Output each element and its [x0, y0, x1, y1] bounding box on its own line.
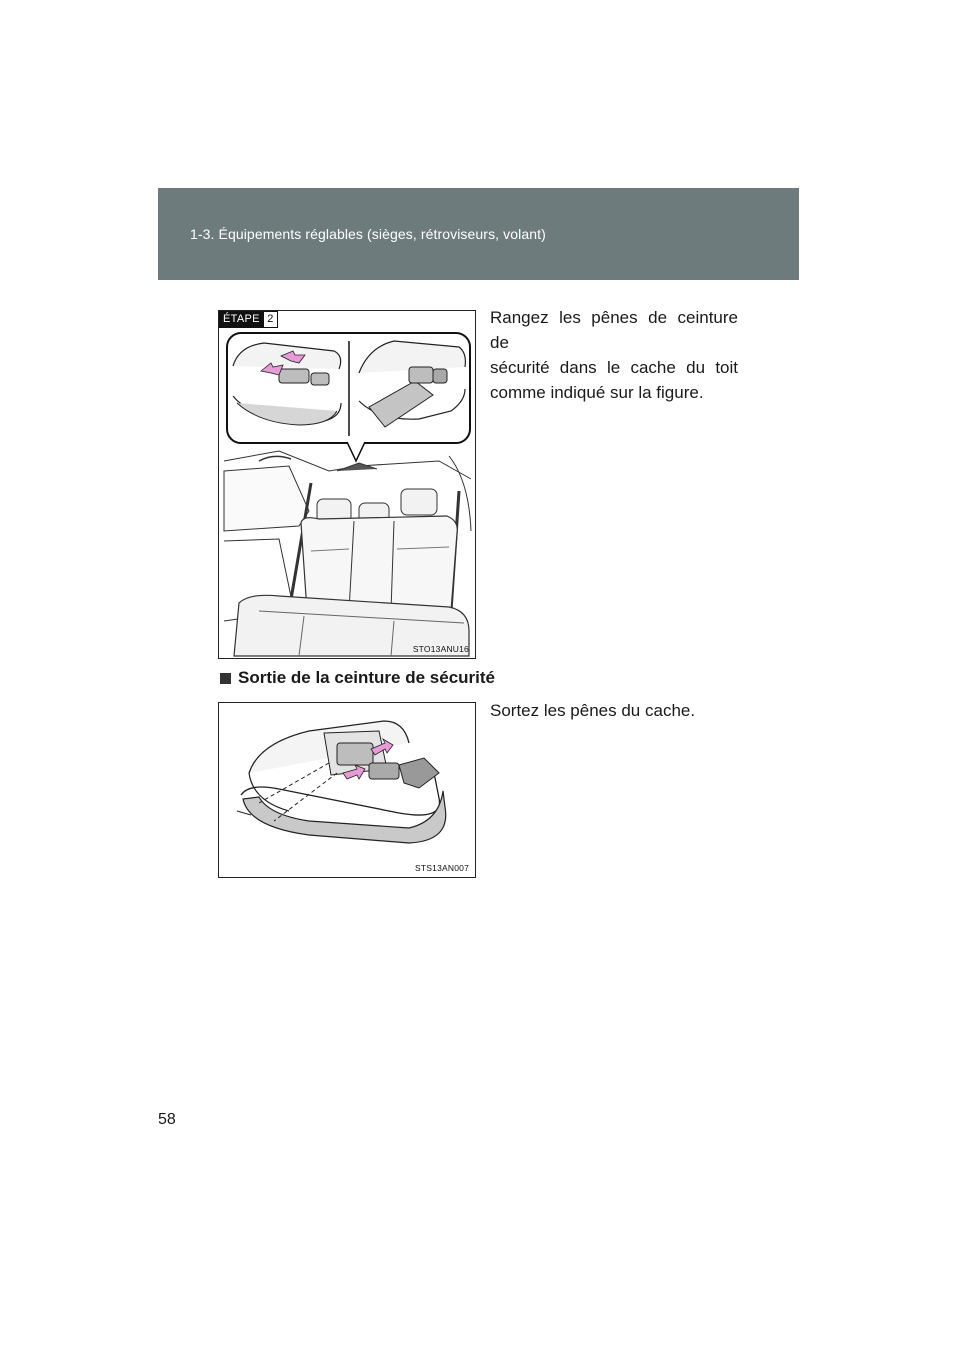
step-badge [219, 311, 278, 328]
paragraph-line: comme indiqué sur la figure. [490, 383, 704, 402]
square-bullet-icon [220, 673, 231, 684]
section-heading-text: Sortie de la ceinture de sécurité [238, 668, 495, 687]
paragraph-line: sécurité dans le cache du toit [490, 358, 738, 377]
step-number: 2 [264, 311, 278, 328]
section-header-band [158, 188, 799, 280]
paragraph-remove-latch-plates: Sortez les pênes du cache. [490, 701, 696, 720]
figure-belt-removal [218, 702, 476, 878]
figure-code: STO13ANU16 [412, 644, 469, 654]
step-label: ÉTAPE [219, 311, 264, 328]
figure-code: STS13AN007 [415, 863, 469, 873]
belt-removal-illustration [219, 703, 476, 878]
paragraph-line: Rangez les pênes de ceinture de [490, 308, 738, 352]
rear-seat-illustration [219, 311, 476, 659]
section-heading [220, 668, 495, 688]
figure-rear-seat-belt-storage [218, 310, 476, 659]
paragraph-store-latch-plates [490, 305, 738, 405]
page-number: 58 [158, 1111, 176, 1128]
section-title: 1-3. Équipements réglables (sièges, rétroviseurs, volant) [190, 226, 546, 242]
